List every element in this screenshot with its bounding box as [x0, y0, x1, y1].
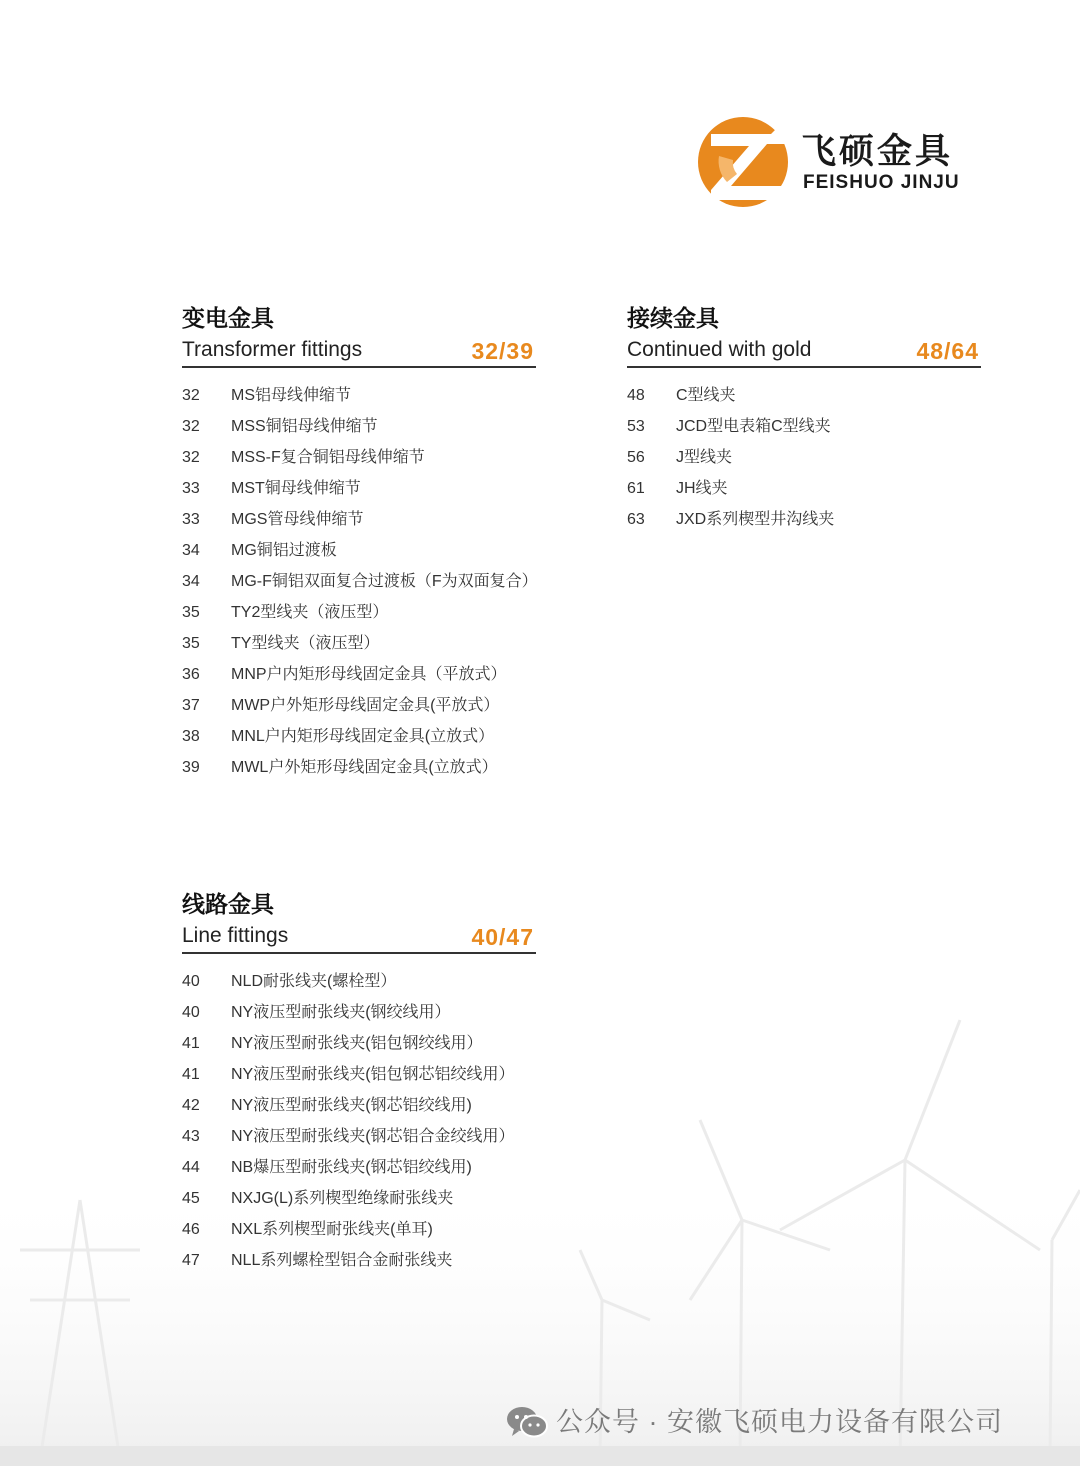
wechat-watermark	[506, 1402, 1003, 1442]
list-item	[182, 1124, 536, 1155]
section-header	[627, 332, 981, 368]
list-item	[182, 1186, 536, 1217]
list-item	[627, 445, 981, 476]
section-title-en: Line fittings	[182, 924, 289, 947]
section-header	[182, 918, 536, 954]
item-page: 40	[182, 1004, 200, 1021]
list-item	[182, 755, 536, 786]
list-item	[182, 414, 536, 445]
item-name: NXL系列楔型耐张线夹(单耳)	[231, 1221, 433, 1238]
item-name: NY液压型耐张线夹(铝包钢芯铝绞线用）	[231, 1066, 515, 1083]
item-list	[182, 969, 536, 1279]
section-title-cn: 线路金具	[182, 891, 274, 917]
list-item	[182, 724, 536, 755]
section-title-cn: 接续金具	[627, 305, 719, 331]
logo-mark-icon	[697, 116, 789, 208]
item-name: C型线夹	[676, 387, 736, 404]
list-item	[182, 1248, 536, 1279]
background-scenery	[0, 1000, 1080, 1466]
list-item	[182, 662, 536, 693]
item-page: 48	[627, 387, 645, 404]
item-page: 47	[182, 1252, 200, 1269]
item-name: NY液压型耐张线夹(钢芯铝合金绞线用）	[231, 1128, 515, 1145]
item-name: MWL户外矩形母线固定金具(立放式）	[231, 759, 498, 776]
item-page: 43	[182, 1128, 200, 1145]
item-list	[627, 383, 981, 538]
item-name: MG铜铝过渡板	[231, 542, 337, 559]
item-page: 32	[182, 449, 200, 466]
item-name: TY型线夹（液压型）	[231, 635, 380, 652]
list-item	[182, 538, 536, 569]
item-name: JH线夹	[676, 480, 728, 497]
item-name: MSS-F复合铜铝母线伸缩节	[231, 449, 425, 466]
item-name: JCD型电表箱C型线夹	[676, 418, 831, 435]
item-name: JXD系列楔型井沟线夹	[676, 511, 835, 528]
item-page: 39	[182, 759, 200, 776]
item-name: MNP户内矩形母线固定金具（平放式）	[231, 666, 507, 683]
section-continued-with-gold	[627, 304, 981, 538]
item-page: 53	[627, 418, 645, 435]
list-item	[627, 383, 981, 414]
item-name: NB爆压型耐张线夹(钢芯铝绞线用)	[231, 1159, 472, 1176]
item-page: 33	[182, 480, 200, 497]
list-item	[182, 1062, 536, 1093]
item-name: NLL系列螺栓型铝合金耐张线夹	[231, 1252, 453, 1269]
list-item	[627, 507, 981, 538]
item-page: 34	[182, 542, 200, 559]
item-page: 34	[182, 573, 200, 590]
list-item	[182, 476, 536, 507]
section-page-range: 32/39	[471, 338, 534, 364]
item-page: 42	[182, 1097, 200, 1114]
wechat-icon	[506, 1405, 548, 1439]
brand-logo	[697, 116, 967, 212]
item-name: NY液压型耐张线夹(铝包钢绞线用）	[231, 1035, 483, 1052]
list-item	[182, 1093, 536, 1124]
list-item	[182, 1155, 536, 1186]
item-page: 33	[182, 511, 200, 528]
item-name: MG-F铜铝双面复合过渡板（F为双面复合）	[231, 573, 538, 590]
list-item	[182, 507, 536, 538]
item-page: 40	[182, 973, 200, 990]
item-name: J型线夹	[676, 449, 733, 466]
list-item	[182, 383, 536, 414]
list-item	[627, 414, 981, 445]
item-name: NY液压型耐张线夹(钢芯铝绞线用)	[231, 1097, 472, 1114]
item-page: 38	[182, 728, 200, 745]
item-page: 41	[182, 1066, 200, 1083]
item-name: MST铜母线伸缩节	[231, 480, 361, 497]
item-page: 61	[627, 480, 645, 497]
item-page: 63	[627, 511, 645, 528]
list-item	[182, 569, 536, 600]
item-name: NLD耐张线夹(螺栓型）	[231, 973, 397, 990]
list-item	[182, 600, 536, 631]
brand-name-en: FEISHUO JINJU	[803, 172, 960, 193]
item-name: MSS铜铝母线伸缩节	[231, 418, 378, 435]
list-item	[182, 1000, 536, 1031]
item-page: 44	[182, 1159, 200, 1176]
list-item	[182, 969, 536, 1000]
item-page: 36	[182, 666, 200, 683]
list-item	[182, 1031, 536, 1062]
item-page: 46	[182, 1221, 200, 1238]
section-title-cn: 变电金具	[182, 305, 274, 331]
item-page: 37	[182, 697, 200, 714]
watermark-text: 公众号 · 安徽飞硕电力设备有限公司	[556, 1407, 1003, 1437]
item-page: 41	[182, 1035, 200, 1052]
item-name: NY液压型耐张线夹(钢绞线用）	[231, 1004, 451, 1021]
item-name: MGS管母线伸缩节	[231, 511, 364, 528]
item-name: MNL户内矩形母线固定金具(立放式）	[231, 728, 495, 745]
section-page-range: 40/47	[471, 924, 534, 950]
item-page: 35	[182, 635, 200, 652]
item-name: MWP户外矩形母线固定金具(平放式）	[231, 697, 500, 714]
list-item	[182, 693, 536, 724]
item-list	[182, 383, 536, 786]
item-page: 32	[182, 418, 200, 435]
item-page: 35	[182, 604, 200, 621]
list-item	[182, 1217, 536, 1248]
item-name: NXJG(L)系列楔型绝缘耐张线夹	[231, 1190, 454, 1207]
section-transformer-fittings	[182, 304, 536, 786]
brand-name-cn: 飞硕金具	[801, 132, 954, 171]
item-name: MS铝母线伸缩节	[231, 387, 352, 404]
list-item	[182, 631, 536, 662]
list-item	[182, 445, 536, 476]
item-page: 32	[182, 387, 200, 404]
item-page: 56	[627, 449, 645, 466]
section-line-fittings	[182, 890, 536, 1279]
item-page: 45	[182, 1190, 200, 1207]
section-title-en: Transformer fittings	[182, 338, 363, 361]
section-header	[182, 332, 536, 368]
section-title-en: Continued with gold	[627, 338, 812, 361]
list-item	[627, 476, 981, 507]
item-name: TY2型线夹（液压型）	[231, 604, 389, 621]
section-page-range: 48/64	[916, 338, 979, 364]
bottom-band	[0, 1446, 1080, 1466]
